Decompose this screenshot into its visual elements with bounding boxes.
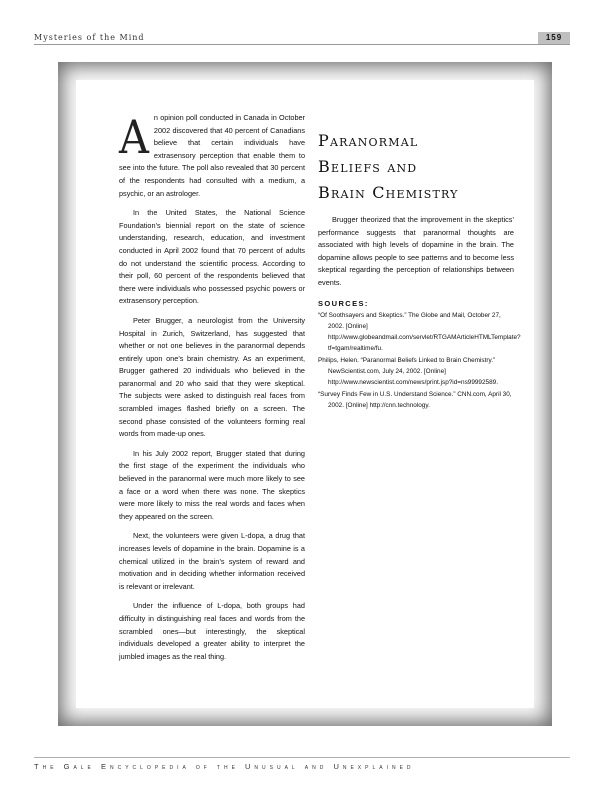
source-item: “Survey Finds Few in U.S. Understand Science.” CNN.com, April 30, 2002. [Online] http://cnn.technology. <box>318 390 512 409</box>
title-line-1: Paranormal <box>318 131 419 150</box>
footer-title: The Gale Encyclopedia of the Unusual and Unexplained <box>34 762 415 771</box>
article-title <box>318 128 514 206</box>
paragraph-5: Next, the volunteers were given L-dopa, a drug that increases levels of dopamine in the brain. Dopamine is a chemical utilized in the brain’s system of reward and motivation and in deciding whether information received is relevant or irrelevant. <box>119 531 305 591</box>
footer-rule <box>34 757 570 758</box>
paragraph-1-text: n opinion poll conducted in Canada in October 2002 discovered that 40 percent of Canadians believe that certain individuals have extrasensory perception that enable them to see into the future. The poll also revealed that 30 percent of the respondents had consulted with a medium, a psychic, or an astrologer. <box>119 113 305 198</box>
source-item: “Of Soothsayers and Skeptics.” The Globe and Mail, October 27, 2002. [Online] http://www.globeandmail.com/servlet/RTGAMArticleHTMLTemplate?tf=tgam/realtime/fu. <box>318 311 521 352</box>
paragraph-1 <box>119 112 305 200</box>
paragraph-3: Peter Brugger, a neurologist from the University Hospital in Zurich, Switzerland, has suggested that whether or not one believes in the paranormal depends entirely upon one’s brain chemistry. As an experiment, Brugger gathered 20 individuals who believed in the paranormal and 20 who said that they were skeptical. The subjects were asked to distinguish real faces from scrambled images flashed briefly on a screen. The second phase consisted of the volunteers forming real words from made-up ones. <box>119 315 305 439</box>
running-title: Mysteries of the Mind <box>34 33 145 42</box>
paragraph-2: In the United States, the National Science Foundation’s biennial report on the state of science understanding, research, education, and investment conducted in April 2002 found that 70 percent of adults do not understand the scientific process. According to their poll, 60 percent of the respondents believed that there were individuals who possessed psychic powers or extrasensory perception. <box>119 208 305 306</box>
right-column <box>318 128 521 412</box>
right-body-paragraph: Brugger theorized that the improvement in the skeptics’ performance suggests that paranormal thoughts are associated with high levels of dopamine in the brain. The dopamine allows people to see patterns and to become less skeptical regarding the perception of relationships between events. <box>318 215 514 287</box>
title-line-2: Beliefs and <box>318 157 418 176</box>
page-number: 159 <box>538 32 570 44</box>
title-line-3: Brain Chemistry <box>318 183 459 202</box>
sources-heading: SOURCES: <box>318 298 369 308</box>
paragraph-4: In his July 2002 report, Brugger stated that during the first stage of the experiment the individuals who believed in the paranormal were much more likely to see a face or a word when there was none. The skeptics were more likely to miss the real words and faces when they appeared on the screen. <box>119 448 305 521</box>
left-column <box>119 112 305 670</box>
running-header <box>34 33 570 45</box>
source-item: Philips, Helen. “Paranormal Beliefs Linked to Brain Chemistry.” NewScientist.com, July 24, 2002. [Online] http://www.newscientist.com/news/print.jsp?id=ns99992589. <box>318 356 498 386</box>
drop-cap: A <box>119 110 149 164</box>
paragraph-6: Under the influence of L-dopa, both groups had difficulty in distinguishing real faces and words from the scrambled ones—but interestingly, the skeptical individuals developed a greater ability to interpret the jumbled images as the real thing. <box>119 601 305 661</box>
